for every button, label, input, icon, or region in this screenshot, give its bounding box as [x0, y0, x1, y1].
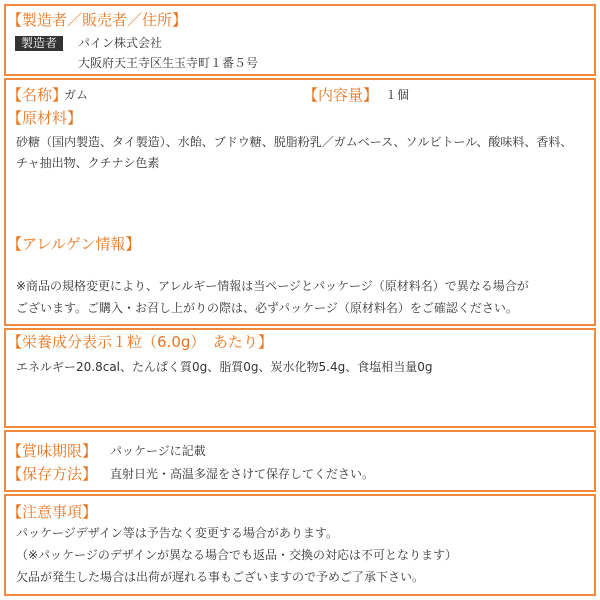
notes-line: （※パッケージのデザインが異なる場合でも返品・交換の対応は不可となります） [16, 548, 457, 562]
allergen-note-line: ※商品の規格変更により、アレルギー情報は当ページとパッケージ（原材料名）で異なる場合が [16, 279, 529, 293]
nutrition-section [4, 328, 596, 428]
company-name: パイン株式会社 [78, 36, 163, 50]
company-address: 大阪府天王寺区生玉寺町１番５号 [78, 56, 259, 70]
ingredients-line: 砂糖（国内製造、タイ製造）、水飴、ブドウ糖、脱脂粉乳／ガムベース、ソルビトール、酸味料、香料、 [16, 135, 573, 149]
maker-section [4, 4, 596, 76]
nutrition-heading: 【栄養成分表示１粒（6.0g） あたり】 [7, 333, 273, 351]
ingredients-heading: 【原材料】 [7, 109, 83, 127]
allergen-note-line: ございます。ご購入・お召し上がりの際は、必ずパッケージ（原材料名）をご確認ください。 [16, 301, 518, 315]
notes-heading: 【注意事項】 [7, 503, 98, 521]
product-name-heading: 【名称】 [7, 86, 68, 104]
product-section [4, 78, 596, 326]
expiry-value: パッケージに記載 [110, 444, 206, 458]
maker-heading: 【製造者／販売者／住所】 [7, 11, 188, 29]
quantity-heading: 【内容量】 [303, 86, 379, 104]
product-name: ガム [64, 88, 89, 102]
storage-section [4, 430, 596, 492]
quantity-value: １個 [385, 88, 410, 102]
expiry-heading: 【賞味期限】 [7, 442, 98, 460]
maker-label-badge: 製造者 [15, 36, 63, 51]
nutrition-values: エネルギー20.8cal、たんぱく質0g、脂質0g、炭水化物5.4g、食塩相当量0g [16, 360, 433, 374]
notes-line: パッケージデザイン等は予告なく変更する場合があります。 [16, 526, 338, 540]
notes-section [4, 494, 596, 596]
allergen-heading: 【アレルゲン情報】 [7, 235, 141, 253]
storage-method-heading: 【保存方法】 [7, 465, 98, 483]
storage-method-value: 直射日光・高温多湿をさけて保存してください。 [110, 467, 375, 481]
ingredients-line: チャ抽出物、クチナシ色素 [16, 156, 160, 170]
notes-line: 欠品が発生した場合は出荷が遅れる事もございますので予めご了承下さい。 [16, 570, 425, 584]
